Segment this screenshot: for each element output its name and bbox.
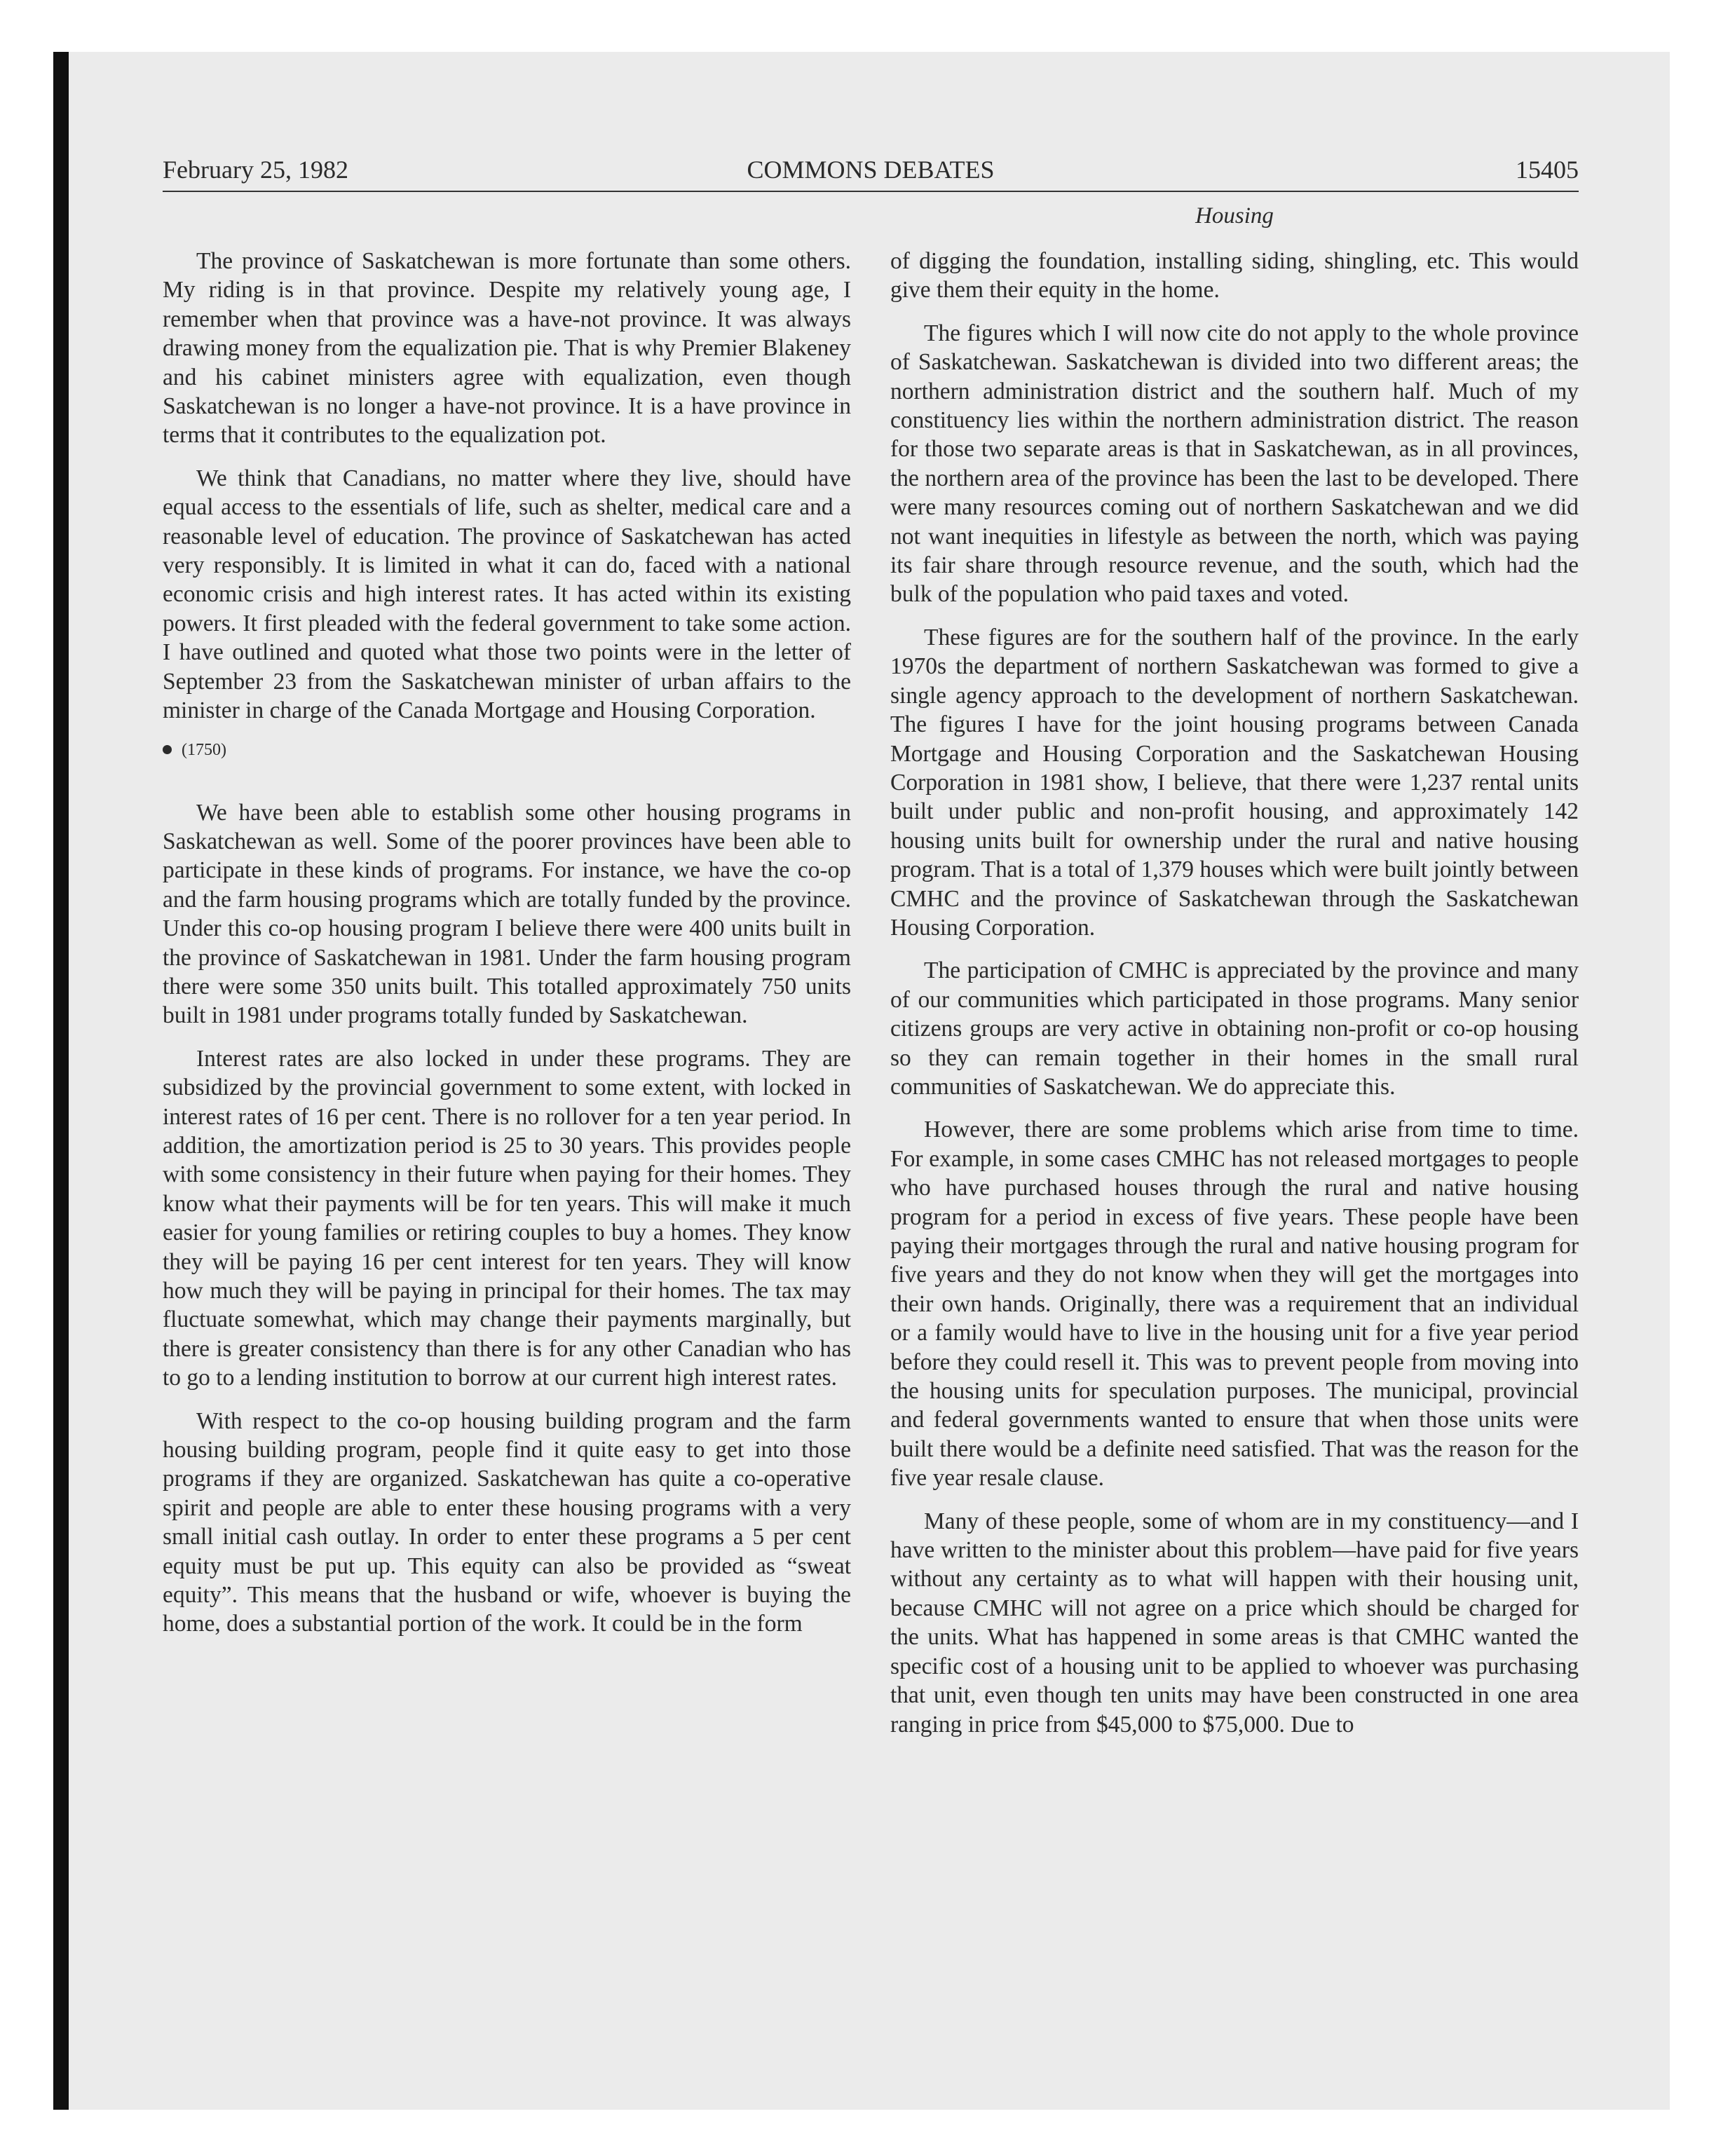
- time-marker-text: (1750): [182, 740, 226, 759]
- header-date: February 25, 1982: [163, 156, 348, 184]
- paragraph: The participation of CMHC is appreciated by the province and many of our communities which participated in those programs. Many senior citizens groups are very active in obtaining non-profit or co-op housing so they can remain together in their homes in the small rural communities of Saskatchewan. We do appreciate this.: [890, 957, 1579, 1100]
- binding-edge: [53, 52, 69, 2110]
- paragraph: These figures are for the southern half of the province. In the early 1970s the department of northern Saskatchewan was formed to give a single agency approach to the development of northern Saskatchewan. The figures I have for the joint housing programs between Canada Mortgage and Housing Corporation and the Saskatchewan Housing Corporation in 1981 show, I believe, that there were 1,237 rental units built under public and non-profit housing, and approximately 142 housing units built for ownership under the rural and native housing program. That is a total of 1,379 houses which were built jointly between CMHC and the province of Saskatchewan through the Saskatchewan Housing Corporation.: [890, 624, 1579, 941]
- paragraph-continued: of digging the foundation, installing siding, shingling, etc. This would give them their equity in the home.: [890, 248, 1579, 303]
- paragraph: We have been able to establish some other housing programs in Saskatchewan as well. Some of the poorer provinces have been able to participate in these kinds of programs. For instance, we have the co-op and the farm housing programs which are totally funded by the province. Under this co-op housing program I believe there were 400 units built in the province of Saskatchewan in 1981. Under the farm housing program there were some 350 units built. This totalled approximately 750 units built in 1981 under programs totally funded by Saskatchewan.: [163, 799, 851, 1029]
- page-header: [163, 150, 1579, 189]
- left-column: [163, 247, 851, 1653]
- paragraph: With respect to the co-op housing building program and the farm housing building program, people find it quite easy to get into those programs if they are organized. Saskatchewan has quite a co-operative spirit and people are able to enter these housing programs with a very small initial cash outlay. In order to enter these programs a 5 per cent equity must be put up. This equity can also be provided as “sweat equity”. This means that the husband or wife, whoever is buying the home, does a substantial portion of the work. It could be in the form: [163, 1407, 851, 1637]
- right-column: [890, 247, 1579, 1753]
- time-marker: [163, 739, 851, 760]
- paragraph: The province of Saskatchewan is more fortunate than some others. My riding is in that province. Despite my relatively young age, I remember when that province was a have-not province. It was always drawing money from the equalization pie. That is why Premier Blakeney and his cabinet ministers agree with equalization, even though Saskatchewan is no longer a have-not province. It is a have province in terms that it contributes to the equalization pot.: [163, 248, 851, 449]
- paragraph: We think that Canadians, no matter where they live, should have equal access to the essentials of life, such as shelter, medical care and a reasonable level of education. The province of Saskatchewan has acted very responsibly. It is limited in what it can do, faced with a national economic crisis and high interest rates. It has acted within its existing powers. It first pleaded with the federal government to take some action. I have outlined and quoted what those two points were in the letter of September 23 from the Saskatchewan minister of urban affairs to the minister in charge of the Canada Mortgage and Housing Corporation.: [163, 465, 851, 724]
- header-rule: [163, 191, 1579, 192]
- paragraph: The figures which I will now cite do not apply to the whole province of Saskatchewan. Saskatchewan is divided into two different areas; the northern administration district and the southern half. Much of my constituency lies within the northern administration district. The reason for those two separate areas is that in Saskatchewan, as in all provinces, the northern area of the province has been the last to be developed. There were many resources coming out of northern Saskatchewan and we did not want inequities in lifestyle as between the north, which was paying its fair share through resource revenue, and the south, which had the bulk of the population who paid taxes and voted.: [890, 320, 1579, 608]
- paragraph: Many of these people, some of whom are in my constituency—and I have written to the minister about this problem—have paid for five years without any certainty as to what will happen with their housing unit, because CMHC will not agree on a price which should be charged for the units. What has happened in some areas is that CMHC wanted the specific cost of a housing unit to be applied to whoever was purchasing that unit, even though ten units may have been constructed in one area ranging in price from $45,000 to $75,000. Due to: [890, 1508, 1579, 1738]
- header-publication: COMMONS DEBATES: [747, 156, 995, 184]
- paragraph: However, there are some problems which arise from time to time. For example, in some cases CMHC has not released mortgages to people who have purchased houses through the rural and native housing program for a period in excess of five years. These people have been paying their mortgages through the rural and native housing program for five years and they do not know when they will get the mortgages into their own hands. Originally, there was a requirement that an individual or a family would have to live in the housing unit for a five year period before they could resell it. This was to prevent people from moving into the housing units for speculation purposes. The municipal, provincial and federal governments wanted to ensure that when those units were built there would be a definite need satisfied. That was the reason for the five year resale clause.: [890, 1117, 1579, 1492]
- header-page-number: 15405: [1516, 156, 1579, 184]
- bullet-icon: [163, 745, 172, 754]
- section-title: Housing: [1195, 203, 1274, 228]
- paragraph: Interest rates are also locked in under these programs. They are subsidized by the provincial government to some extent, with locked in interest rates of 16 per cent. There is no rollover for a ten year period. In addition, the amortization period is 25 to 30 years. This provides people with some consistency in their future when paying for their homes. They know what their payments will be for ten years. This will make it much easier for young families or retiring couples to buy a homes. They know they will be paying 16 per cent interest for ten years. They will know how much they will be paying in principal for their homes. The tax may fluctuate somewhat, which may change their payments marginally, but there is greater consistency than there is for any other Canadian who has to go to a lending institution to borrow at our current high interest rates.: [163, 1045, 851, 1391]
